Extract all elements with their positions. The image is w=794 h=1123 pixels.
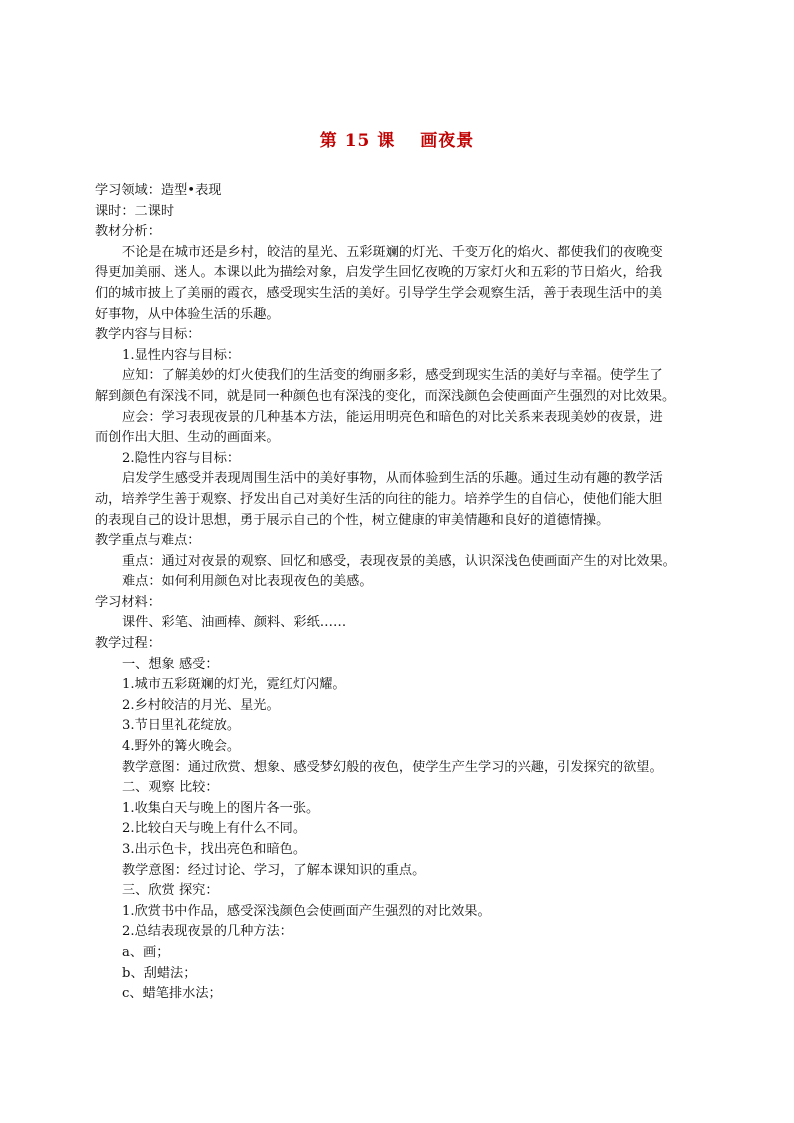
text-line: 教学意图：通过欣赏、想象、感受梦幻般的夜色，使学生产生学习的兴趣，引发探究的欲望。 — [122, 759, 663, 775]
text-line: 启发学生感受并表现周围生活中的美好事物，从而体验到生活的乐趣。通过生动有趣的教学活 — [122, 471, 663, 487]
text-line: 三、欣赏 探究： — [122, 883, 219, 899]
text-line: 2.乡村皎洁的月光、星光。 — [122, 697, 280, 713]
text-line: 2.总结表现夜景的几种方法： — [122, 924, 293, 940]
text-line: 难点：如何利用颜色对比表现夜色的美感。 — [122, 574, 373, 590]
text-line: 教学意图：经过讨论、学习，了解本课知识的重点。 — [122, 862, 426, 878]
text-line: 3.出示色卡，找出亮色和暗色。 — [122, 842, 307, 857]
text-line: 1.显性内容与目标： — [122, 347, 241, 363]
text-line: 2.隐性内容与目标： — [122, 450, 241, 466]
text-line: 一、想象 感受： — [122, 656, 219, 672]
text-line: 解到颜色有深浅不同，就是同一种颜色也有深浅的变化，而深浅颜色会使画面产生强烈的对比效果。 — [95, 388, 676, 404]
text-line: 好事物，从中体验生活的乐趣。 — [95, 306, 280, 322]
text-line: a、画； — [122, 944, 170, 960]
text-line: c、蜡笔排水法； — [122, 986, 222, 1002]
text-line: 教学过程： — [95, 636, 161, 652]
text-line: 课件、彩笔、油画棒、颜料、彩纸…… — [122, 615, 347, 631]
text-line: b、刮蜡法； — [122, 965, 197, 981]
text-line: 1.城市五彩斑斓的灯光，霓红灯闪耀。 — [122, 677, 346, 693]
text-line: 的表现自己的设计思想，勇于展示自己的个性，树立健康的审美情趣和良好的道德情操。 — [95, 512, 610, 528]
text-line: 得更加美丽、迷人。本课以此为描绘对象，启发学生回忆夜晚的万家灯火和五彩的节日焰火，给我 — [95, 265, 663, 281]
text-line: 而创作出大胆、生动的画面来。 — [95, 430, 280, 446]
text-line: 教学重点与难点： — [95, 533, 201, 549]
text-line: 们的城市披上了美丽的霞衣，感受现实生活的美好。引导学生学会观察生活，善于表现生活中的美 — [95, 285, 663, 301]
text-line: 4.野外的篝火晚会。 — [122, 739, 241, 755]
text-line: 动，培养学生善于观察、抒发出自己对美好生活的向往的能力。培养学生的自信心，使他们能大胆 — [95, 491, 663, 507]
text-line: 重点：通过对夜景的观察、回忆和感受，表现夜景的美感，认识深浅色使画面产生的对比效果。 — [122, 553, 676, 569]
text-line: 应知：了解美妙的灯火使我们的生活变的绚丽多彩，感受到现实生活的美好与幸福。使学生了 — [122, 368, 663, 384]
text-line: 学习材料： — [95, 594, 161, 610]
text-line: 应会：学习表现夜景的几种基本方法，能运用明亮色和暗色的对比关系来表现美妙的夜景，进 — [122, 409, 663, 425]
text-line: 1.收集白天与晚上的图片各一张。 — [122, 800, 320, 816]
text-line: 课时：二课时 — [95, 203, 175, 219]
text-line: 教学内容与目标： — [95, 327, 201, 343]
text-line: 2.比较白天与晚上有什么不同。 — [122, 821, 307, 837]
text-line: 不论是在城市还是乡村，皎洁的星光、五彩斑斓的灯光、千变万化的焰火、都使我们的夜晚变 — [122, 244, 663, 260]
text-line: 教材分析： — [95, 224, 161, 240]
page-title: 第 15 课 画夜景 — [319, 131, 475, 151]
text-line: 学习领域：造型•表现 — [95, 183, 222, 198]
document-body — [95, 181, 707, 1005]
text-line: 二、观察 比较： — [122, 780, 219, 796]
text-line: 1.欣赏书中作品，感受深浅颜色会使画面产生强烈的对比效果。 — [122, 903, 491, 919]
text-line: 3.节日里礼花绽放。 — [122, 718, 241, 734]
